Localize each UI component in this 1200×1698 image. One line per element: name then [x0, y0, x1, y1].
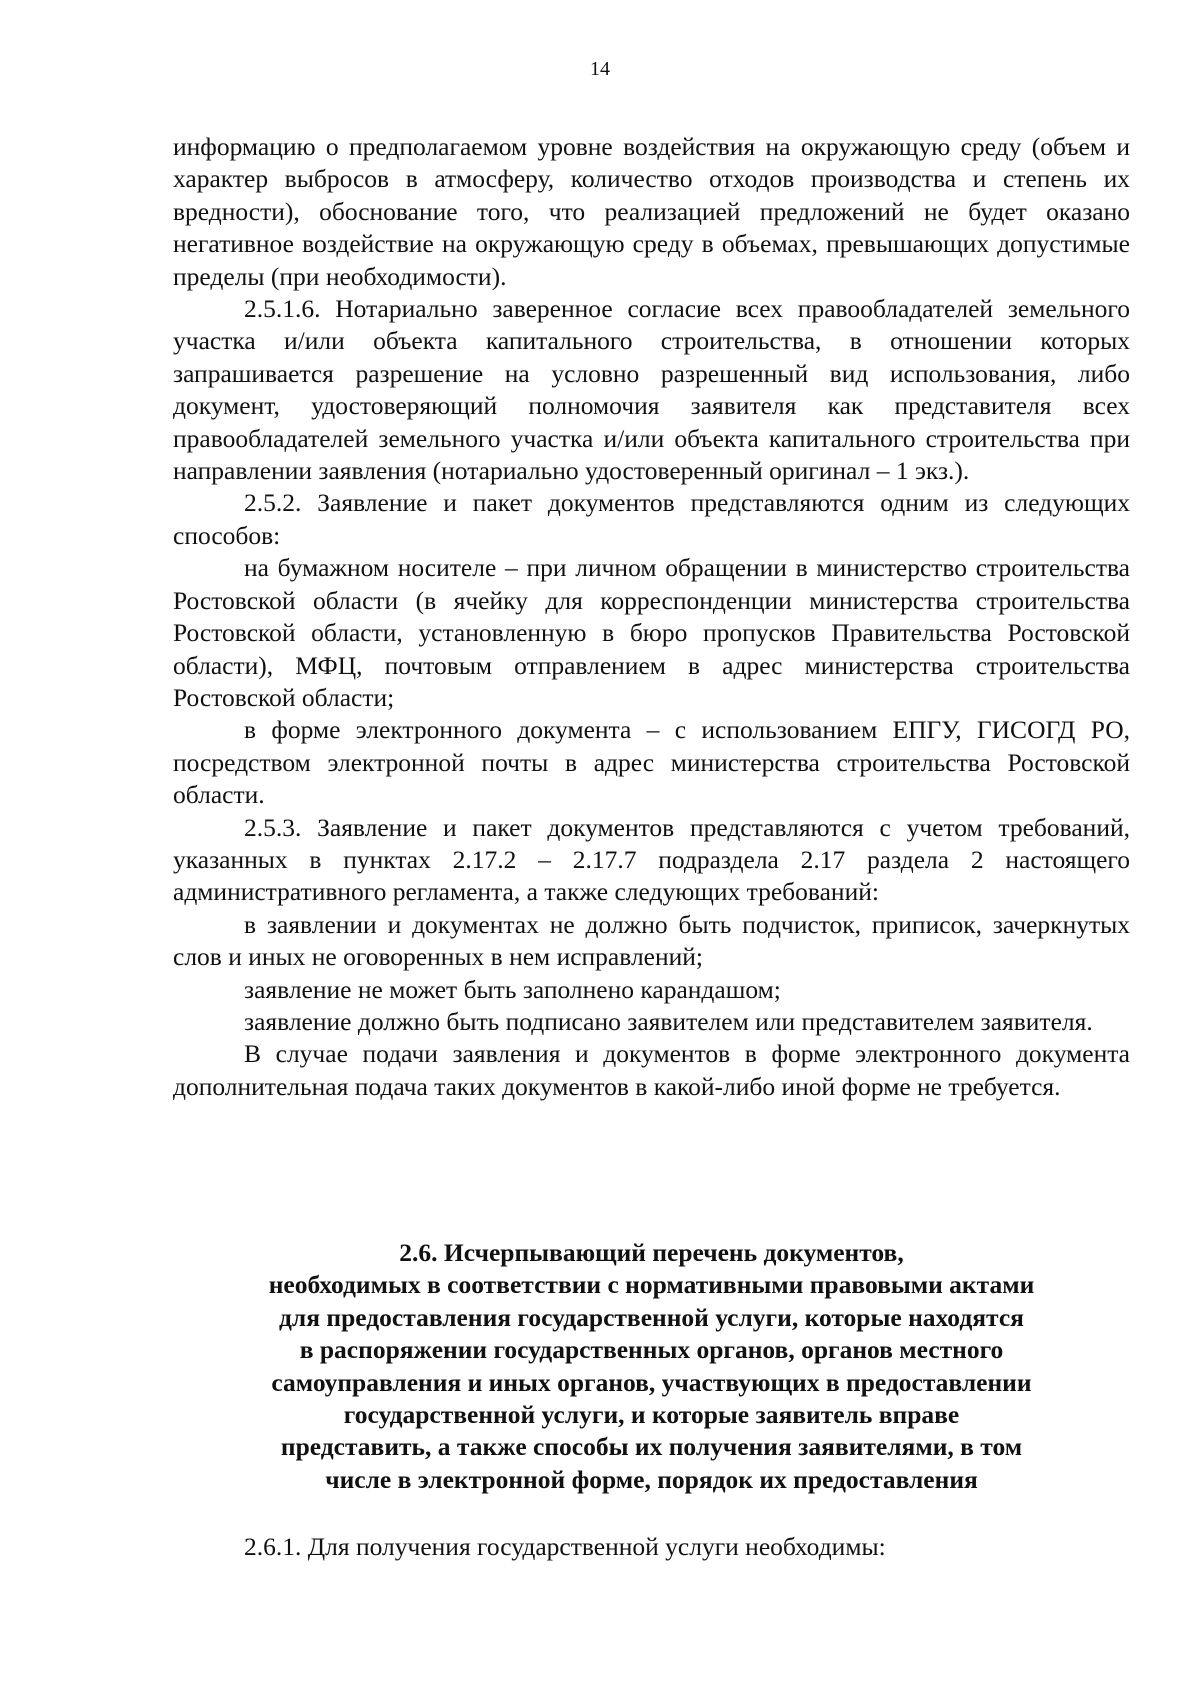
- paragraph-2-6-1: 2.6.1. Для получения государственной услуги необходимы:: [244, 1532, 886, 1561]
- paragraph-2-5-2: 2.5.2. Заявление и пакет документов представляются одним из следующих способов:: [173, 488, 1130, 550]
- body-text: [173, 131, 1130, 1103]
- heading-line: в распоряжении государственных органов, органов местного: [299, 1335, 1004, 1365]
- paragraph-electronic-note: В случае подачи заявления и документов в форме электронного документа дополнительная подача таких документов в какой-либо иной форме не требуется.: [173, 1039, 1130, 1101]
- paragraph-signature: заявление должно быть подписано заявителем или представителем заявителя.: [244, 1006, 1093, 1036]
- page-number: 14: [590, 58, 610, 80]
- heading-line: представить, а также способы их получения заявителями, в том: [280, 1432, 1023, 1462]
- paragraph-paper-submission: на бумажном носителе – при личном обращении в министерство строительства Ростовской области (в ячейку для корреспонденции министерства строительства Ростовской области, установленную в бюро пропусков Правительства Ростовской области), МФЦ, почтовым отправлением в адрес министерства строительства Ростовской области;: [173, 553, 1130, 712]
- heading-line: государственной услуги, и которые заявитель вправе: [343, 1400, 960, 1430]
- heading-line: числе в электронной форме, порядок их предоставления: [325, 1464, 978, 1494]
- section-heading-2-6: [173, 1237, 1130, 1496]
- paragraph-no-pencil: заявление не может быть заполнено карандашом;: [244, 974, 781, 1004]
- paragraph-2-5-3: 2.5.3. Заявление и пакет документов представляются с учетом требований, указанных в пунктах 2.17.2 – 2.17.7 подраздела 2.17 раздела 2 настоящего административного регламента, а также следующих требований:: [173, 812, 1130, 907]
- paragraph-2-5-1-6: 2.5.1.6. Нотариально заверенное согласие всех правообладателей земельного участка и/или объекта капитального строительства, в отношении которых запрашивается разрешение на условно разрешенный вид использования, либо документ, удостоверяющий полномочия заявителя как представителя всех правообладателей земельного участка и/или объекта капитального строительства при направлении заявления (нотариально удостоверенный оригинал – 1 экз.).: [173, 294, 1130, 486]
- heading-line: необходимых в соответствии с нормативными правовыми актами: [268, 1270, 1035, 1300]
- paragraph-continuation: информацию о предполагаемом уровне воздействия на окружающую среду (объем и характер выбросов в атмосферу, количество отходов производства и степень их вредности), обоснование того, что реализацией предложений не будет оказано негативное воздействие на окружающую среду в объемах, превышающих допустимые пределы (при необходимости).: [173, 132, 1130, 291]
- heading-line: для предоставления государственной услуги, которые находятся: [279, 1302, 1024, 1332]
- paragraph-electronic-submission: в форме электронного документа – с использованием ЕПГУ, ГИСОГД РО, посредством электронной почты в адрес министерства строительства Ростовской области.: [173, 715, 1130, 810]
- paragraph-no-corrections: в заявлении и документах не должно быть подчисток, приписок, зачеркнутых слов и иных не оговоренных в нем исправлений;: [173, 909, 1130, 972]
- heading-line: самоуправления и иных органов, участвующих в предоставлении: [271, 1367, 1032, 1397]
- heading-line: 2.6. Исчерпывающий перечень документов,: [399, 1238, 904, 1267]
